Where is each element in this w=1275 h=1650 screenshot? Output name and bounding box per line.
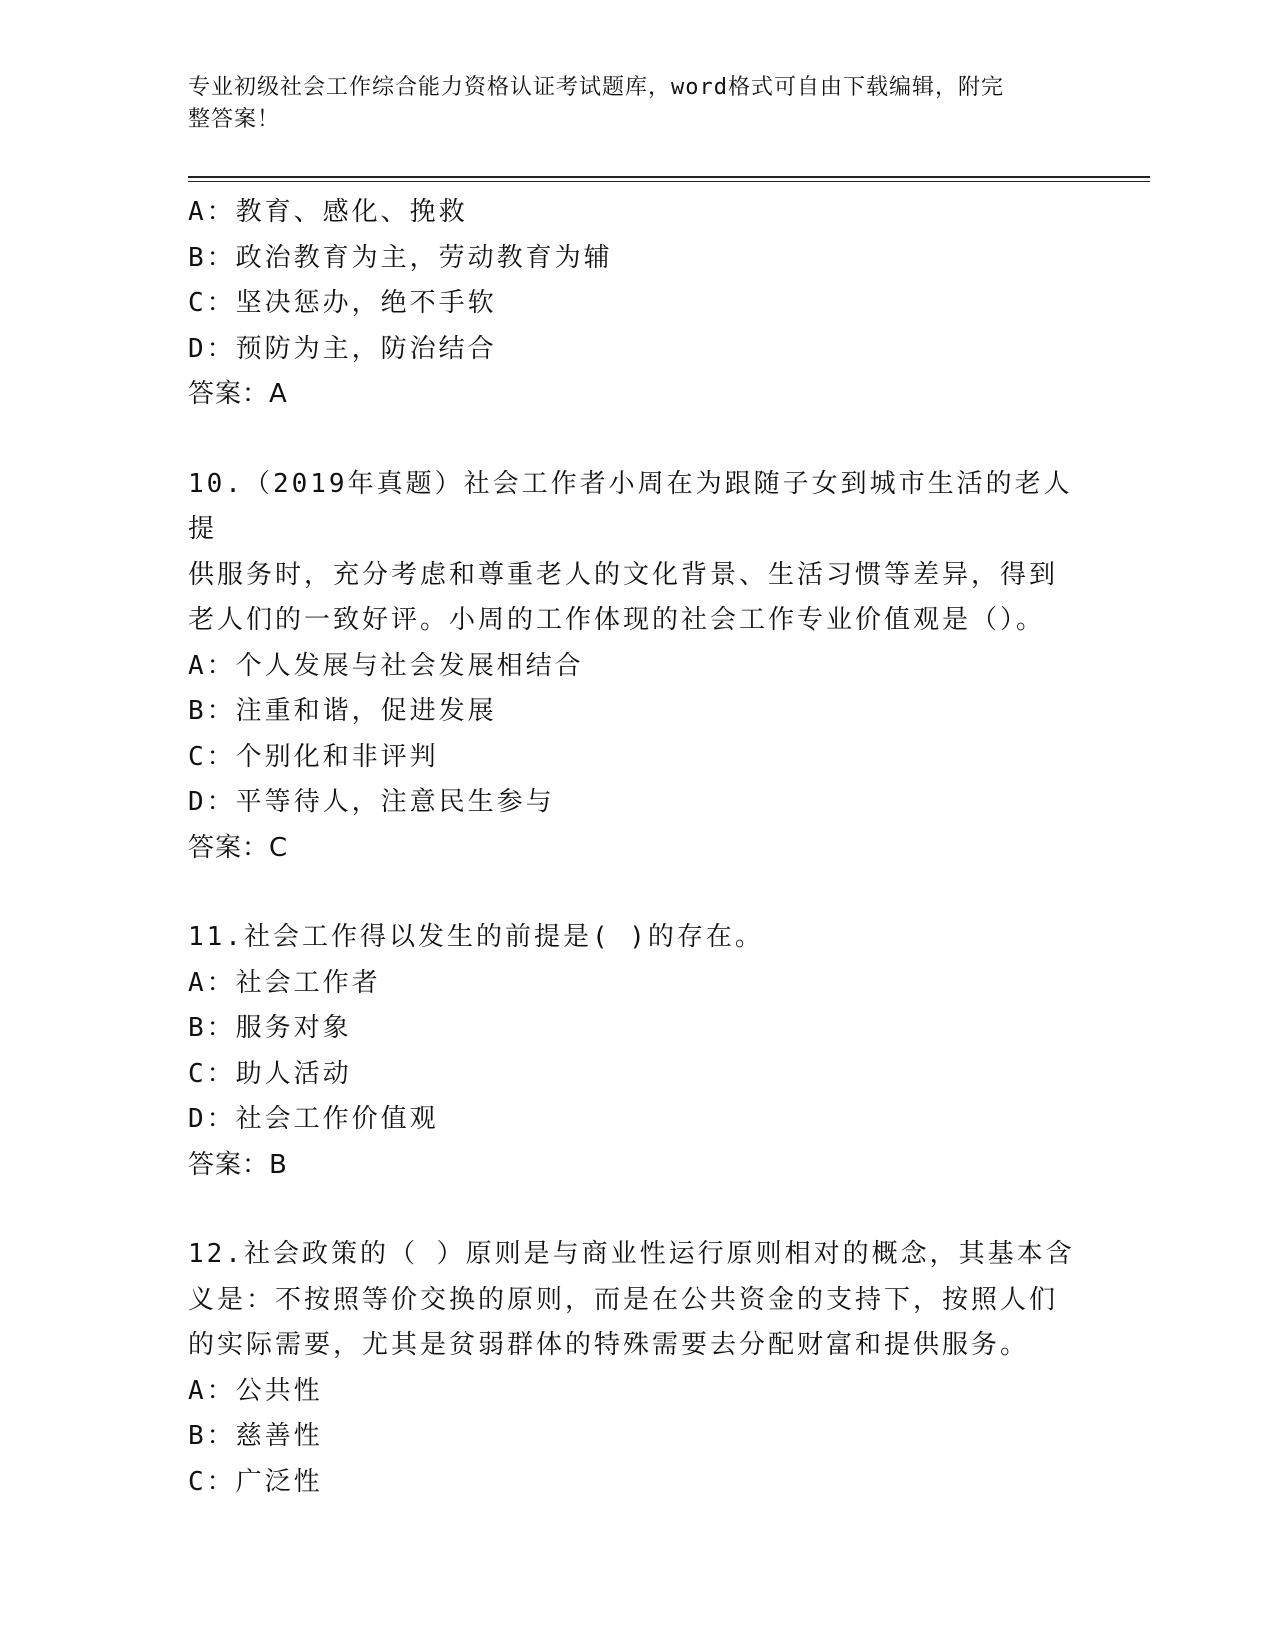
header-line-1: 专业初级社会工作综合能力资格认证考试题库，word格式可自由下载编辑，附完 bbox=[188, 75, 1004, 100]
option-b: B：注重和谐，促进发展 bbox=[188, 696, 497, 726]
question-stem-line: 老人们的一致好评。小周的工作体现的社会工作专业价值观是（）。 bbox=[188, 605, 1046, 635]
answer-line: 答案：C bbox=[188, 832, 289, 863]
option-c: C：坚决惩办，绝不手软 bbox=[188, 288, 497, 318]
option-b: B：慈善性 bbox=[188, 1421, 323, 1451]
option-c: C：广泛性 bbox=[188, 1466, 323, 1497]
question-9 bbox=[188, 190, 1088, 418]
question-12 bbox=[188, 1232, 1088, 1505]
question-stem-line: 供服务时，充分考虑和尊重老人的文化背景、生活习惯等差异，得到 bbox=[188, 559, 1059, 590]
question-stem-line: 12.社会政策的（ ）原则是与商业性运行原则相对的概念，其基本含 bbox=[188, 1239, 1075, 1269]
option-d: D：平等待人，注意民生参与 bbox=[188, 787, 555, 817]
question-stem-line: 义是：不按照等价交换的原则，而是在公共资金的支持下，按照人们 bbox=[188, 1284, 1059, 1315]
document-body bbox=[188, 190, 1088, 1505]
option-a: A：社会工作者 bbox=[188, 967, 381, 998]
option-a: A：个人发展与社会发展相结合 bbox=[188, 650, 584, 681]
option-b: B：政治教育为主，劳动教育为辅 bbox=[188, 242, 613, 273]
option-c: C：个别化和非评判 bbox=[188, 741, 439, 772]
option-c: C：助人活动 bbox=[188, 1058, 352, 1089]
option-b: B：服务对象 bbox=[188, 1013, 352, 1043]
spacer bbox=[188, 1188, 1088, 1232]
option-a: A：教育、感化、挽救 bbox=[188, 197, 468, 227]
answer-line: 答案：B bbox=[188, 1149, 288, 1180]
question-stem-line: 10.（2019年真题）社会工作者小周在为跟随子女到城市生活的老人提 bbox=[188, 468, 1073, 544]
header-divider-thin bbox=[188, 181, 1150, 182]
answer-line: 答案：A bbox=[188, 379, 288, 409]
question-stem-line: 的实际需要，尤其是贫弱群体的特殊需要去分配财富和提供服务。 bbox=[188, 1330, 1030, 1360]
spacer bbox=[188, 871, 1088, 915]
header-divider-thick bbox=[188, 176, 1150, 178]
header-line-2: 整答案！ bbox=[188, 107, 281, 132]
spacer bbox=[188, 418, 1088, 462]
option-a: A：公共性 bbox=[188, 1375, 323, 1406]
question-10 bbox=[188, 462, 1088, 872]
question-stem-line: 11.社会工作得以发生的前提是( )的存在。 bbox=[188, 922, 764, 952]
option-d: D：预防为主，防治结合 bbox=[188, 333, 497, 364]
question-11 bbox=[188, 915, 1088, 1188]
option-d: D：社会工作价值观 bbox=[188, 1104, 439, 1134]
document-header bbox=[188, 72, 1068, 136]
